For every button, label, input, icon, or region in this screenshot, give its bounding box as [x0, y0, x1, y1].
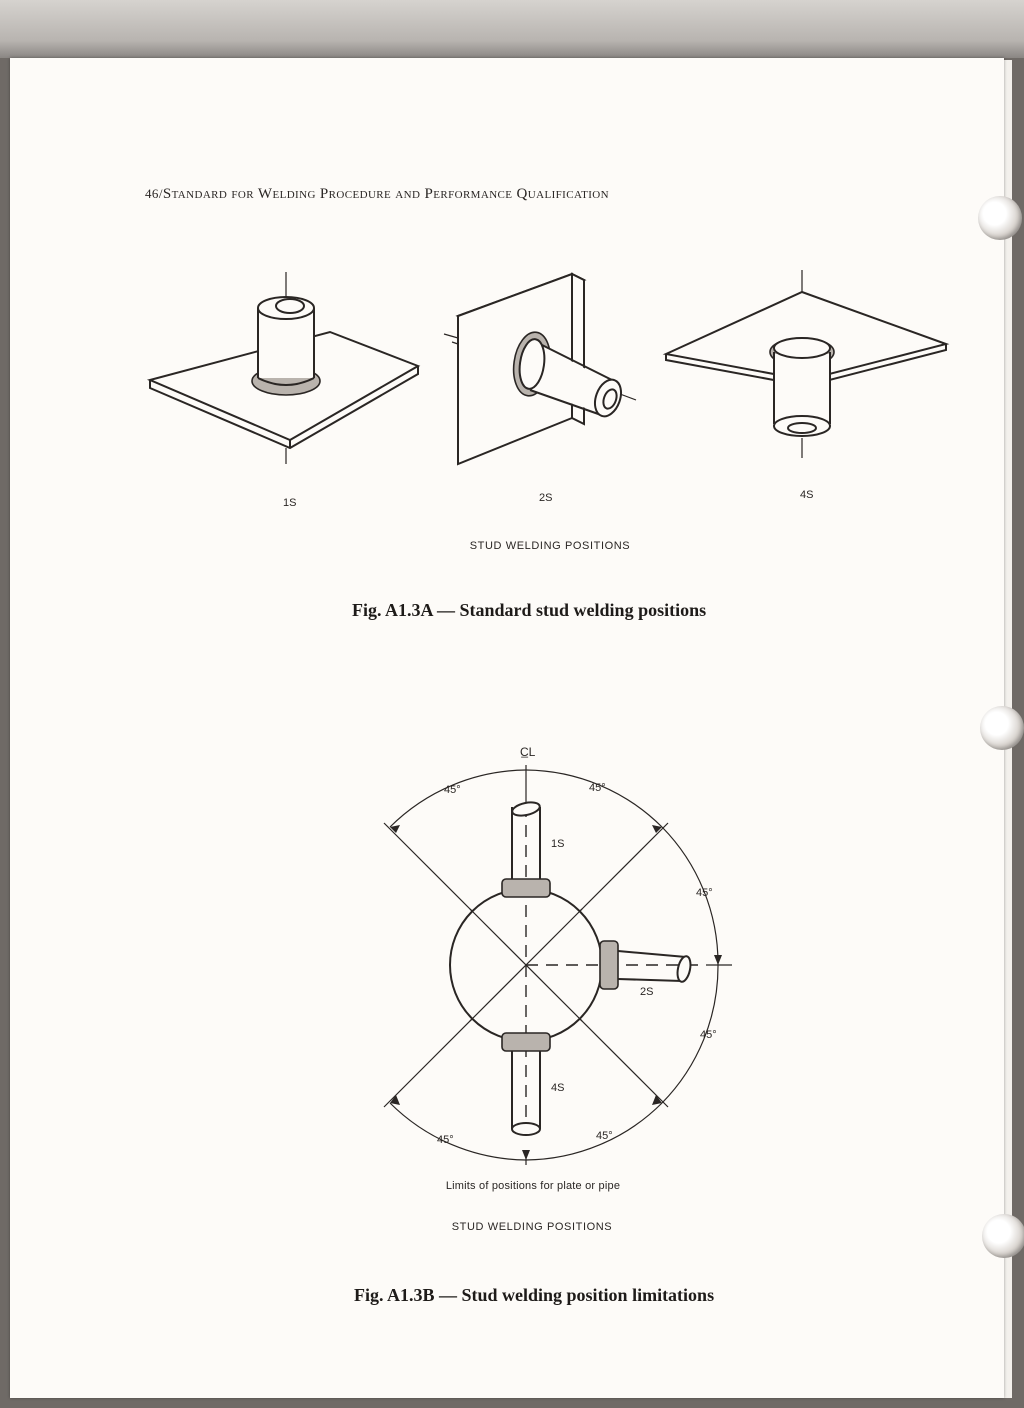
position-limits-diagram — [370, 745, 750, 1175]
binder-hole — [982, 1214, 1024, 1258]
angle-label-bottom-right: 45° — [596, 1130, 613, 1142]
position-4s-drawing — [660, 268, 960, 463]
figure-b-note: Limits of positions for plate or pipe — [445, 1180, 621, 1192]
centerline-symbol: C̲L — [520, 745, 536, 759]
label-1s-limit: 1S — [551, 838, 565, 850]
angle-label-bottom-left: 45° — [437, 1134, 454, 1146]
angle-label-right-lower: 45° — [700, 1029, 717, 1041]
position-1s-drawing — [140, 270, 440, 470]
angle-label-top-right: 45° — [589, 782, 606, 794]
running-head-title: Standard for Welding Procedure and Performance Qualification — [162, 186, 609, 202]
binder-hole — [980, 706, 1024, 750]
binder-hole — [978, 196, 1022, 240]
running-head: 46/Standard for Welding Procedure and Performance Qualification — [145, 186, 609, 202]
scanner-top-edge — [0, 0, 1024, 58]
figure-b-caption: STUD WELDING POSITIONS — [451, 1221, 613, 1233]
figure-a-title: Fig. A1.3A — Standard stud welding positions — [352, 600, 707, 620]
figure-b-title: Fig. A1.3B — Stud welding position limitations — [354, 1285, 715, 1305]
label-4s: 4S — [800, 489, 814, 501]
angle-label-right-upper: 45° — [696, 887, 713, 899]
figure-a-caption: STUD WELDING POSITIONS — [469, 540, 631, 552]
label-2s: 2S — [539, 492, 553, 504]
label-2s-limit: 2S — [640, 986, 654, 998]
document-page — [10, 58, 1004, 1398]
label-4s-limit: 4S — [551, 1082, 565, 1094]
label-1s: 1S — [283, 497, 297, 509]
angle-label-top-left: 45° — [444, 784, 461, 796]
position-2s-drawing — [440, 268, 650, 473]
page-number: 46 — [145, 186, 159, 201]
